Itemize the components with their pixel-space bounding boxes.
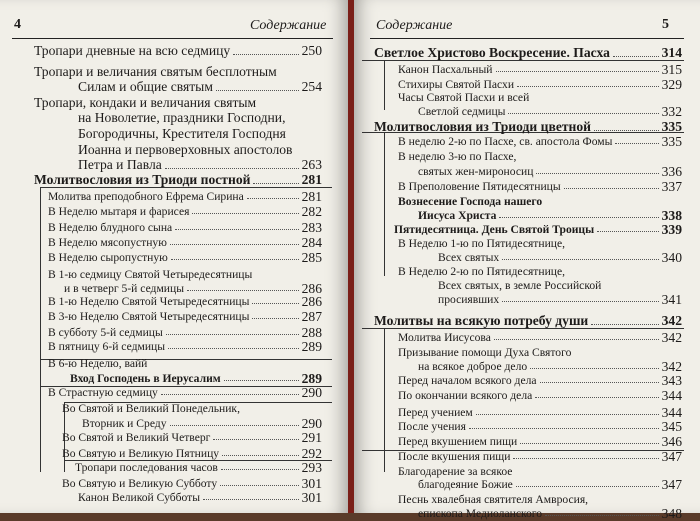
toc-page-number: 336: [661, 164, 682, 179]
toc-page-number: 287: [301, 309, 322, 324]
toc-entry-line: [48, 310, 322, 323]
toc-entry-title: Петра и Павла: [78, 157, 162, 172]
dot-leader: [615, 143, 658, 144]
toc-entry-line: [418, 507, 682, 520]
dot-leader: [253, 183, 298, 184]
toc-entry-line: [70, 372, 322, 385]
toc-entry-title: Светлой седмицы: [418, 105, 506, 118]
dot-leader: [516, 486, 659, 487]
dot-leader: [252, 318, 298, 319]
toc-page-number: 335: [661, 134, 682, 149]
toc-entry-title: Силам и общие святым: [78, 79, 213, 94]
toc-entry-title: Всех святых, в земле Российской: [438, 279, 602, 292]
dot-leader: [476, 414, 659, 415]
toc-page-number: 335: [661, 119, 682, 134]
toc-entry-title: В Неделю мытаря и фарисея: [48, 205, 190, 218]
toc-entry-line: [62, 477, 322, 490]
dot-leader: [530, 368, 658, 369]
dot-leader: [213, 439, 298, 440]
toc-entry-line: [418, 209, 682, 222]
toc-entry-title: Во Святой и Великий Понедельник,: [62, 402, 240, 415]
toc-entry-line: [48, 205, 322, 218]
toc-entry-title: В Неделю сыропустную: [48, 251, 168, 264]
dot-leader: [192, 213, 298, 214]
toc-page-number: 337: [661, 179, 682, 194]
toc-page-number: 346: [661, 434, 682, 449]
toc-entry-title: Молитва преподобного Ефрема Сирина: [48, 190, 244, 203]
toc-page-number: 315: [661, 62, 682, 77]
toc-page-number: 250: [301, 43, 322, 58]
toc-entry-title: Молитвы на всякую потребу души: [374, 313, 589, 328]
toc-page-number: 343: [661, 373, 682, 388]
running-head: Содержание: [250, 18, 327, 33]
dot-leader: [502, 259, 658, 260]
toc-entry-title: В субботу 5-й седмицы: [48, 326, 163, 339]
toc-page-number: 344: [661, 388, 682, 403]
section-frame-line: [384, 60, 385, 110]
toc-entry-line: [48, 386, 322, 399]
toc-page-number: 342: [661, 359, 682, 374]
toc-entry-title: После вкушения пищи: [398, 450, 511, 463]
toc-entry-title: Перед вкушением пищи: [398, 435, 518, 448]
toc-entry-line: [48, 236, 322, 249]
dot-leader: [469, 428, 659, 429]
toc-entry-title: Во Святую и Великую Пятницу: [62, 447, 220, 460]
toc-entry-line: [398, 135, 682, 148]
dot-leader: [233, 54, 298, 55]
toc-page-number: 282: [301, 204, 322, 219]
dot-leader: [161, 394, 299, 395]
toc-entry-title: Во Святой и Великий Четверг: [62, 431, 211, 444]
toc-page-number: 281: [301, 172, 322, 187]
toc-entry-line: [398, 374, 682, 387]
toc-entry-line: [48, 190, 322, 203]
toc-page-number: 344: [661, 405, 682, 420]
left-page: [0, 0, 348, 513]
toc-entry-title: Канон Пасхальный: [398, 63, 493, 76]
toc-entry-line: [62, 447, 322, 460]
toc-entry-title: В неделю 3-ю по Пасхе,: [398, 150, 517, 163]
toc-entry-line: [48, 268, 322, 281]
toc-page-number: 290: [301, 416, 322, 431]
toc-entry-title: святых жен-мироносиц: [418, 165, 534, 178]
toc-entry-title: епископа Медиоланского: [418, 507, 543, 520]
toc-entry-title: После учения: [398, 420, 466, 433]
toc-entry-line: [62, 402, 322, 415]
toc-entry-title: В 6-ю Неделю, вайй: [48, 357, 148, 370]
toc-entry-title: В 1-ю седмицу Святой Четыредесятницы: [48, 268, 253, 281]
toc-entry-title: Иисуса Христа: [418, 209, 497, 222]
toc-page-number: 347: [661, 477, 682, 492]
toc-entry-line: [82, 417, 322, 430]
toc-entry-title: Молитвословия из Триоди постной: [34, 172, 251, 187]
toc-entry-title: Богородичны, Крестителя Господня: [78, 126, 286, 141]
dot-leader: [494, 339, 659, 340]
toc-entry-line: [398, 150, 682, 163]
toc-entry-line: [62, 431, 322, 444]
dot-leader: [613, 56, 659, 57]
toc-page-number: 341: [661, 292, 682, 307]
toc-entry-line: [398, 237, 682, 250]
toc-entry-title: Стихиры Святой Пасхи: [398, 78, 515, 91]
toc-page-number: 339: [661, 222, 682, 237]
toc-entry-title: Светлое Христово Воскресение. Пасха: [374, 45, 610, 60]
section-frame-line: [40, 187, 41, 472]
toc-entry-line: [48, 251, 322, 264]
toc-entry-title: Песнь хвалебная святителя Амвросия,: [398, 493, 589, 506]
toc-entry-title: В неделю 2-ю по Пасхе, св. апостола Фомы: [398, 135, 613, 148]
toc-entry-title: В 1-ю Неделю Святой Четыредесятницы: [48, 295, 250, 308]
dot-leader: [247, 198, 299, 199]
header-rule: [12, 38, 333, 39]
toc-entry-title: Призывание помощи Духа Святого: [398, 346, 572, 359]
dot-leader: [536, 173, 658, 174]
toc-entry-title: Вход Господень в Иерусалим: [70, 372, 221, 385]
dot-leader: [502, 301, 658, 302]
toc-entry-line: [78, 109, 322, 126]
toc-page-number: 286: [301, 281, 322, 296]
toc-page-number: 345: [661, 419, 682, 434]
toc-page-number: 301: [301, 490, 322, 505]
dot-leader: [221, 469, 299, 470]
toc-entry-title: на всякое доброе дело: [418, 360, 528, 373]
dot-leader: [535, 397, 658, 398]
toc-entry-title: Перед учением: [398, 406, 473, 419]
toc-entry-line: [78, 491, 322, 504]
toc-entry-title: В Неделю блудного сына: [48, 221, 173, 234]
toc-page-number: 301: [301, 476, 322, 491]
toc-page-number: 332: [661, 104, 682, 119]
dot-leader: [499, 217, 658, 218]
toc-entry-line: [48, 326, 322, 339]
dot-leader: [222, 455, 299, 456]
dot-leader: [187, 290, 299, 291]
toc-entry-line: [398, 346, 682, 359]
dot-leader: [166, 334, 299, 335]
dot-leader: [513, 458, 658, 459]
toc-entry-line: [398, 265, 682, 278]
toc-page-number: 293: [301, 460, 322, 475]
toc-entry-line: [418, 478, 682, 491]
toc-entry-title: Вознесение Господа нашего: [398, 195, 543, 208]
toc-page-number: 281: [301, 189, 322, 204]
page-number: 5: [662, 17, 669, 32]
toc-page-number: 284: [301, 235, 322, 250]
toc-entry-title: Во Святую и Великую Субботу: [62, 477, 218, 490]
toc-entry-line: [48, 357, 322, 370]
toc-page-number: 288: [301, 325, 322, 340]
dot-leader: [517, 86, 659, 87]
toc-entry-line: [398, 450, 682, 463]
toc-entry-title: Благодарение за всякое: [398, 465, 513, 478]
toc-entry-title: Вторник и Среду: [82, 417, 167, 430]
dot-leader: [171, 259, 299, 260]
dot-leader: [564, 188, 659, 189]
toc-entry-line: [438, 279, 682, 292]
dot-leader: [591, 324, 658, 325]
toc-entry-title: Молитвословия из Триоди цветной: [374, 119, 591, 134]
toc-page-number: 285: [301, 250, 322, 265]
toc-entry-line: [398, 389, 682, 402]
dot-leader: [175, 229, 298, 230]
toc-entry-title: В Страстную седмицу: [48, 386, 158, 399]
toc-entry-line: [438, 251, 682, 264]
toc-entry-line: [48, 221, 322, 234]
toc-entry-title: В Неделю 2-ю по Пятидесятнице,: [398, 265, 566, 278]
dot-leader: [170, 425, 299, 426]
toc-entry-line: [374, 118, 682, 135]
toc-entry-line: [398, 91, 682, 104]
toc-page-number: 338: [661, 208, 682, 223]
toc-entry-line: [374, 312, 682, 329]
toc-entry-title: благодеяние Божие: [418, 478, 513, 491]
toc-page-number: 291: [301, 430, 322, 445]
dot-leader: [520, 443, 658, 444]
toc-page-number: 263: [301, 157, 322, 172]
toc-entry-line: [398, 465, 682, 478]
toc-page-number: 292: [301, 446, 322, 461]
toc-entry-line: [398, 63, 682, 76]
toc-entry-title: Пятидесятница. День Святой Троицы: [394, 223, 595, 236]
toc-entry-line: [418, 105, 682, 118]
toc-entry-line: [398, 180, 682, 193]
toc-entry-line: [48, 295, 322, 308]
toc-page-number: 342: [661, 313, 682, 328]
toc-page-number: 254: [301, 79, 322, 94]
toc-entry-line: [78, 125, 322, 142]
header-rule: [370, 38, 684, 39]
dot-leader: [168, 348, 299, 349]
dot-leader: [597, 231, 658, 232]
toc-page-number: 289: [301, 339, 322, 354]
toc-entry-line: [374, 44, 682, 61]
toc-entry-line: [398, 420, 682, 433]
toc-entry-title: Тропари и величания святым бесплотным: [34, 64, 277, 79]
toc-entry-title: Молитва Иисусова: [398, 331, 491, 344]
toc-entry-line: [64, 282, 322, 295]
dot-leader: [540, 382, 659, 383]
page-number: 4: [14, 17, 21, 32]
toc-entry-line: [78, 78, 322, 95]
toc-entry-title: По окончании всякого дела: [398, 389, 533, 402]
toc-entry-title: Часы Святой Пасхи и всей: [398, 91, 530, 104]
toc-entry-title: Тропари, кондаки и величания святым: [34, 95, 257, 110]
dot-leader: [224, 380, 299, 381]
toc-page-number: 347: [661, 449, 682, 464]
toc-entry-title: Канон Великой Субботы: [78, 491, 201, 504]
section-frame-line: [384, 328, 385, 472]
dot-leader: [165, 168, 299, 169]
toc-entry-title: на Новолетие, праздники Господни,: [78, 110, 286, 125]
toc-entry-title: В Преполовение Пятидесятницы: [398, 180, 561, 193]
toc-page-number: 283: [301, 220, 322, 235]
toc-page-number: 289: [301, 371, 322, 386]
toc-entry-title: и в четверг 5-й седмицы: [64, 282, 184, 295]
toc-page-number: 329: [661, 77, 682, 92]
running-head: Содержание: [376, 18, 453, 33]
toc-entry-line: [34, 171, 322, 188]
toc-page-number: 290: [301, 385, 322, 400]
toc-entry-title: В Неделю мясопустную: [48, 236, 167, 249]
toc-page-number: 314: [661, 45, 682, 60]
dot-leader: [508, 113, 658, 114]
toc-entry-line: [398, 331, 682, 344]
dot-leader: [220, 485, 298, 486]
section-frame-line: [384, 132, 385, 276]
right-page: [354, 0, 700, 521]
toc-page-number: 340: [661, 250, 682, 265]
toc-entry-title: Перед началом всякого дела: [398, 374, 537, 387]
toc-entry-line: [398, 493, 682, 506]
dot-leader: [594, 130, 659, 131]
dot-leader: [170, 244, 299, 245]
toc-entry-line: [34, 42, 322, 59]
dot-leader: [216, 90, 299, 91]
toc-entry-title: В пятницу 6-й седмицы: [48, 340, 166, 353]
toc-entry-title: Тропари последования часов: [75, 461, 218, 474]
toc-entry-line: [398, 78, 682, 91]
toc-entry-line: [394, 223, 682, 236]
toc-entry-line: [75, 461, 322, 474]
toc-entry-line: [48, 340, 322, 353]
toc-entry-line: [438, 293, 682, 306]
toc-entry-line: [398, 435, 682, 448]
toc-entry-line: [418, 165, 682, 178]
toc-entry-line: [418, 360, 682, 373]
toc-entry-line: [398, 406, 682, 419]
toc-entry-title: Иоанна и первоверховных апостолов: [78, 142, 293, 157]
toc-entry-title: Тропари дневные на всю седмицу: [34, 43, 231, 58]
toc-entry-line: [398, 195, 682, 208]
toc-entry-title: просиявших: [438, 293, 500, 306]
toc-entry-title: Всех святых: [438, 251, 500, 264]
toc-page-number: 348: [661, 506, 682, 521]
dot-leader: [252, 303, 298, 304]
toc-page-number: 286: [301, 294, 322, 309]
toc-entry-title: В Неделю 1-ю по Пятидесятнице,: [398, 237, 566, 250]
dot-leader: [203, 499, 299, 500]
dot-leader: [496, 71, 659, 72]
toc-page-number: 342: [661, 330, 682, 345]
toc-entry-title: В 3-ю Неделю Святой Четыредесятницы: [48, 310, 250, 323]
dot-leader: [545, 515, 659, 516]
